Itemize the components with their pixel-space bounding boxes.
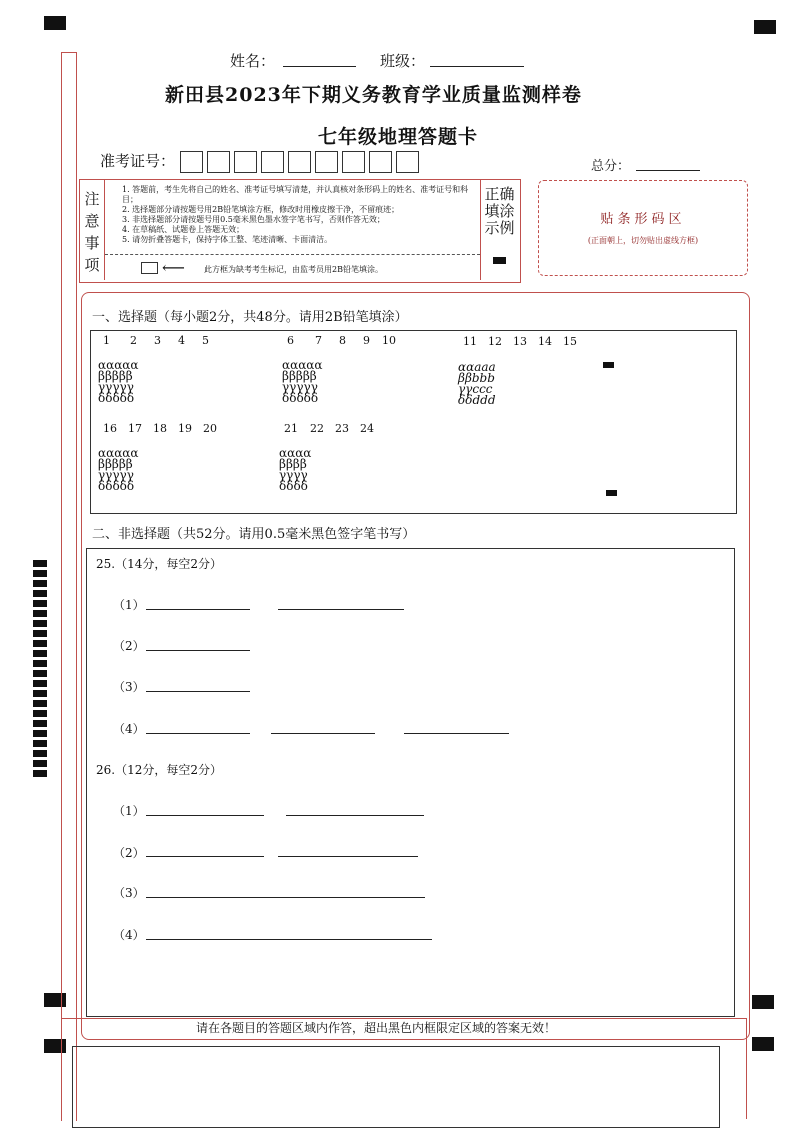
answer-line[interactable]: [146, 856, 264, 857]
option-row[interactable]: δδδδδ: [98, 391, 135, 405]
barcode-area: [538, 180, 748, 276]
group3-options[interactable]: [458, 362, 496, 406]
option-row[interactable]: γγγγγ: [98, 468, 134, 482]
q-number: 22: [310, 422, 324, 435]
answer-line[interactable]: [286, 815, 424, 816]
sub-label: （3）: [113, 680, 145, 694]
q-number: 15: [563, 335, 577, 348]
option-row[interactable]: βββββ: [98, 457, 133, 471]
absent-checkbox[interactable]: [141, 262, 158, 274]
q-number: 8: [339, 334, 346, 347]
notice-heading-char: 意: [84, 212, 100, 230]
answer-line[interactable]: [271, 733, 375, 734]
sub-label: （4）: [113, 722, 145, 736]
group1-options[interactable]: [98, 360, 139, 404]
group3-numbers: [463, 335, 588, 348]
option-row[interactable]: ββbbb: [458, 371, 495, 385]
q-number: 9: [363, 334, 370, 347]
id-box[interactable]: [234, 151, 257, 173]
sub-label: （1）: [113, 598, 145, 612]
q-number: 6: [287, 334, 294, 347]
q-number: 14: [538, 335, 552, 348]
option-row[interactable]: δδδδ: [279, 479, 308, 493]
group5-options[interactable]: [279, 448, 311, 492]
q-number: 7: [315, 334, 322, 347]
sub-label: （4）: [113, 928, 145, 942]
exam-id-label: 准考证号：: [100, 152, 176, 170]
notice-item: 4. 在草稿纸、试题卷上答题无效；: [122, 225, 245, 234]
q-number: 5: [202, 334, 209, 347]
q-number: 24: [360, 422, 374, 435]
section2-title: 二、非选择题（共52分。请用0.5毫米黑色签字笔书写）: [92, 527, 416, 542]
answer-line[interactable]: [278, 609, 404, 610]
barcode-note: (正面朝上，切勿贴出虚线方框): [587, 236, 699, 245]
q-number: 21: [284, 422, 298, 435]
name-line[interactable]: [283, 66, 356, 67]
q-number: 16: [103, 422, 117, 435]
total-score: [591, 155, 630, 174]
group5-numbers: [284, 422, 385, 435]
example-column: [480, 180, 518, 280]
option-row[interactable]: δδddd: [458, 393, 496, 407]
notice-divider: [105, 254, 480, 255]
notice-heading-char: 注: [84, 190, 100, 208]
notice-item: 1. 答题前，考生先将自己的姓名、准考证号填写清楚，并认真核对条形码上的姓名、准考证号和科目；: [122, 185, 469, 204]
total-label: 总分：: [591, 159, 631, 174]
notice-item: 3. 非选择题部分请按题号用0.5毫米黑色墨水签字笔书写，否则作答无效；: [122, 215, 385, 224]
option-row[interactable]: αααα: [279, 446, 312, 460]
group4-numbers: [103, 422, 228, 435]
arrow-left-icon: ⟵: [162, 258, 185, 277]
align-mark: [606, 490, 617, 496]
notice-item: 5. 请勿折叠答题卡，保持字体工整、笔迹清晰、卡面清洁。: [122, 235, 333, 244]
section1-title: 一、选择题（每小题2分，共48分。请用2B铅笔填涂）: [92, 310, 408, 325]
q-number: 19: [178, 422, 192, 435]
q-number: 3: [154, 334, 161, 347]
absent-note: 此方框为缺考考生标记，由监考员用2B铅笔填涂。: [204, 265, 383, 274]
q-number: 1: [103, 334, 110, 347]
group2-numbers: [287, 334, 406, 347]
option-row[interactable]: γγγγγ: [282, 380, 318, 394]
notice-heading: [80, 180, 105, 280]
option-row[interactable]: ααaaa: [458, 360, 496, 374]
q-number: 12: [488, 335, 502, 348]
option-row[interactable]: ααααα: [98, 446, 139, 460]
option-row[interactable]: γγγγγ: [98, 380, 134, 394]
id-box[interactable]: [261, 151, 284, 173]
q-number: 23: [335, 422, 349, 435]
class-line[interactable]: [430, 66, 524, 67]
footer-warning: 请在各题目的答题区域内作答，超出黑色内框限定区域的答案无效！: [196, 1021, 557, 1035]
outer-frame-left: [61, 52, 77, 1121]
option-row[interactable]: γγγγ: [279, 468, 308, 482]
answer-line[interactable]: [146, 897, 425, 898]
page-title: 新田县2023年下期义务教育学业质量监测样卷: [165, 84, 582, 106]
option-row[interactable]: ααααα: [98, 358, 139, 372]
q-number: 2: [130, 334, 137, 347]
id-box[interactable]: [315, 151, 338, 173]
q25-title: 25.（14分，每空2分）: [96, 557, 222, 571]
notice-item: 2. 选择题部分请按题号用2B铅笔填涂方框，修改时用橡皮擦干净，不留痕迹；: [122, 205, 400, 214]
corner-mark-top-left: [44, 16, 66, 30]
option-row[interactable]: βββββ: [282, 369, 317, 383]
answer-line[interactable]: [146, 609, 250, 610]
q-number: 17: [128, 422, 142, 435]
sub-label: （2）: [113, 639, 145, 653]
id-box[interactable]: [396, 151, 419, 173]
align-mark: [603, 362, 614, 368]
example-label: 正确填涂示例: [484, 185, 515, 237]
exam-id-row: [100, 150, 423, 173]
option-row[interactable]: δδδδδ: [98, 479, 135, 493]
option-row[interactable]: βββββ: [98, 369, 133, 383]
next-area-box: [72, 1046, 720, 1128]
q-number: 10: [382, 334, 396, 347]
id-box[interactable]: [288, 151, 311, 173]
notice-heading-char: 项: [84, 256, 100, 274]
group1-numbers: [103, 334, 226, 347]
answer-line[interactable]: [146, 939, 432, 940]
group4-options[interactable]: [98, 448, 139, 492]
option-row[interactable]: δδδδδ: [282, 391, 319, 405]
page-subtitle: 七年级地理答题卡: [318, 126, 479, 148]
q-number: 4: [178, 334, 185, 347]
class-field: [380, 50, 425, 71]
option-row[interactable]: ββββ: [279, 457, 307, 471]
nonchoice-box: [86, 548, 735, 1017]
option-row[interactable]: ααααα: [282, 358, 323, 372]
answer-line[interactable]: [146, 815, 264, 816]
sub-label: （3）: [113, 886, 145, 900]
id-box[interactable]: [369, 151, 392, 173]
sub-label: （2）: [113, 846, 145, 860]
answer-line[interactable]: [278, 856, 418, 857]
q26-title: 26.（12分，每空2分）: [96, 763, 222, 777]
barcode-title: 贴条形码区: [600, 212, 686, 227]
class-label: 班级：: [380, 52, 426, 70]
answer-line[interactable]: [146, 733, 250, 734]
timing-track: [33, 560, 47, 780]
id-box[interactable]: [207, 151, 230, 173]
answer-line[interactable]: [146, 650, 250, 651]
sub-label: （1）: [113, 804, 145, 818]
answer-line[interactable]: [404, 733, 509, 734]
total-line[interactable]: [636, 170, 700, 171]
id-box[interactable]: [180, 151, 203, 173]
filled-example-mark: [493, 257, 506, 264]
q-number: 11: [463, 335, 477, 348]
q-number: 13: [513, 335, 527, 348]
q-number: 20: [203, 422, 217, 435]
q-number: 18: [153, 422, 167, 435]
corner-mark-top-right: [754, 20, 776, 34]
corner-mark-bottom-right: [752, 1037, 774, 1051]
notice-heading-char: 事: [84, 234, 100, 252]
name-label: 姓名：: [230, 52, 276, 70]
answer-line[interactable]: [146, 691, 250, 692]
id-box[interactable]: [342, 151, 365, 173]
group2-options[interactable]: [282, 360, 323, 404]
corner-mark-mid-right: [752, 995, 774, 1009]
notice-list: [122, 185, 472, 245]
name-field: [230, 50, 275, 71]
option-row[interactable]: γγccc: [458, 382, 493, 396]
